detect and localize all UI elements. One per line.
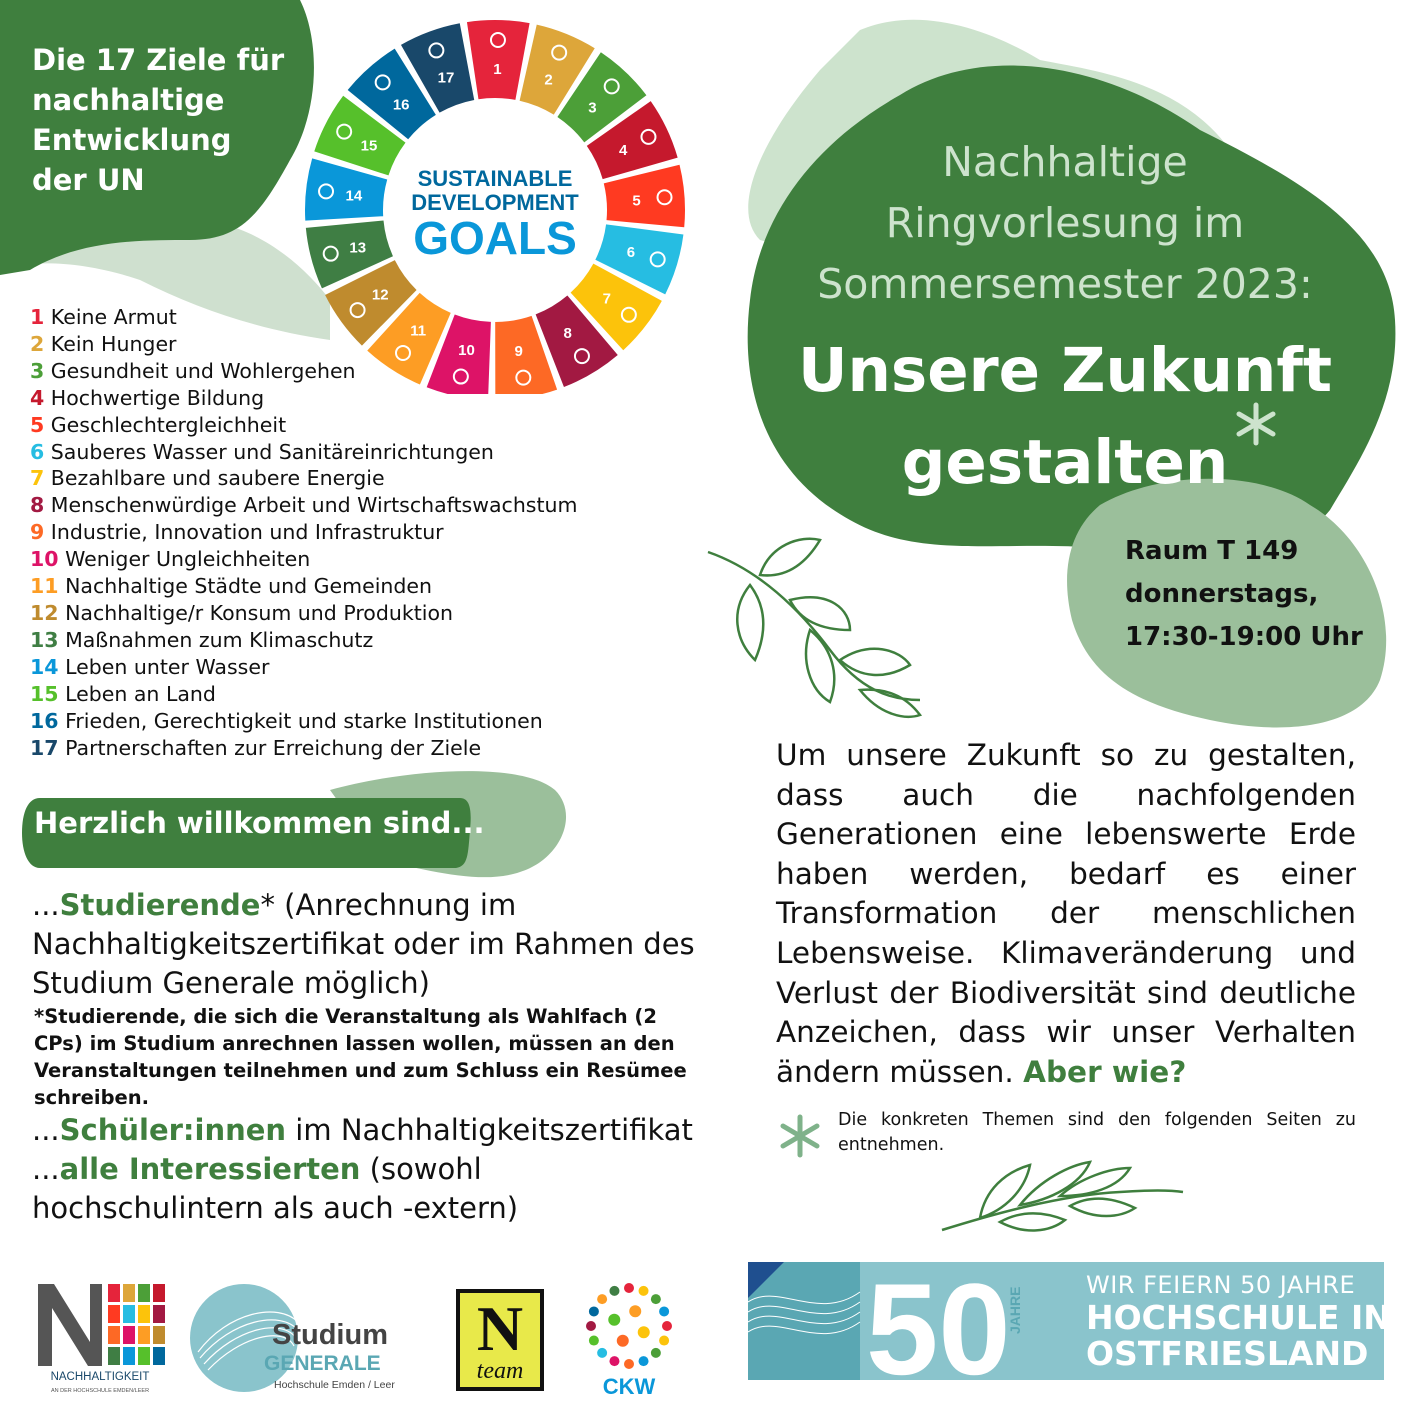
banner-50: 50 bbox=[866, 1262, 1011, 1380]
sdg-goal-item bbox=[30, 304, 670, 331]
ckw-person-icon bbox=[659, 1336, 669, 1346]
audience-pupils bbox=[32, 1111, 712, 1150]
sdg-goal-list bbox=[30, 304, 670, 761]
ckw-person-icon bbox=[651, 1348, 661, 1358]
sdg-goal-number: 10 bbox=[30, 547, 59, 572]
sdg-goal-label: Gesundheit und Wohlergehen bbox=[50, 358, 356, 383]
sdg-goal-label: Partnerschaften zur Erreichung der Ziele bbox=[65, 735, 482, 760]
logo-grid-cell bbox=[108, 1284, 120, 1302]
sdg-goal-label: Kein Hunger bbox=[50, 331, 177, 356]
nteam-n: N bbox=[476, 1293, 524, 1364]
welcome-heading: Herzlich willkommen sind... bbox=[34, 806, 485, 840]
sdg-goal-label: Maßnahmen zum Klimaschutz bbox=[65, 627, 374, 652]
pupils-rest: im Nachhaltigkeitszertifikat bbox=[286, 1113, 693, 1147]
branch-illustration-1 bbox=[708, 539, 920, 717]
students-highlight: Studierende bbox=[59, 888, 261, 922]
audience-students bbox=[32, 886, 712, 1003]
sdg-goal-number: 14 bbox=[30, 654, 59, 679]
sdg-goal-item bbox=[30, 465, 670, 492]
sdg-wheel-number: 6 bbox=[626, 244, 636, 262]
sdg-goal-item bbox=[30, 331, 670, 361]
sdg-goal-label: Frieden, Gerechtigkeit und starke Institutionen bbox=[65, 708, 543, 733]
logo-grid-cell bbox=[123, 1326, 135, 1344]
body-text: Um unsere Zukunft so zu gestalten, dass auch die nachfolgenden Generationen eine lebenswerte Erde haben werden, bedarf es einer Transformation der menschlichen Lebensweise. Klimaveränderung und Verlust der Biodiversität sind deutliche Anzeichen, dass wir unser Verhalten ändern müssen. bbox=[776, 738, 1356, 1089]
logo-grid-cell bbox=[138, 1305, 150, 1323]
banner-main1: HOCHSCHULE IN bbox=[1086, 1298, 1391, 1337]
body-highlight: Aber wie? bbox=[1023, 1054, 1187, 1089]
sdg-goal-item bbox=[30, 439, 670, 466]
ckw-person-icon bbox=[639, 1356, 649, 1366]
ckw-person-icon bbox=[624, 1283, 634, 1293]
sdg-goal-number: 8 bbox=[30, 493, 45, 518]
ckw-person-icon bbox=[597, 1348, 607, 1358]
all-highlight: alle Interessierten bbox=[59, 1152, 361, 1186]
nachhaltigkeit-logo bbox=[30, 1280, 170, 1398]
sdg-goal-label: Industrie, Innovation und Infrastruktur bbox=[50, 520, 444, 545]
ckw-person-icon bbox=[651, 1294, 661, 1304]
ckw-person-icon bbox=[608, 1314, 620, 1326]
sdg-goal-item bbox=[30, 492, 670, 519]
left-heading: Die 17 Ziele für nachhaltige Entwicklung der UN bbox=[32, 43, 285, 197]
sdg-goal-label: Leben an Land bbox=[65, 681, 216, 706]
footnote: Die konkreten Themen sind den folgenden Seiten zu entnehmen. bbox=[838, 1110, 1356, 1155]
generale-word: GENERALE bbox=[264, 1352, 381, 1375]
asterisk-footnote bbox=[783, 1117, 817, 1155]
sdg-wheel-number: 17 bbox=[437, 69, 455, 87]
audience-all bbox=[32, 1150, 712, 1228]
all-prefix: ... bbox=[32, 1152, 60, 1186]
logo-grid-cell bbox=[108, 1305, 120, 1323]
sdg-wheel-segment bbox=[467, 20, 530, 100]
logo-grid-cell bbox=[153, 1326, 165, 1344]
sdg-goal-label: Leben unter Wasser bbox=[65, 654, 270, 679]
sdg-goal-item bbox=[30, 735, 670, 762]
sdg-goal-item bbox=[30, 573, 670, 600]
title-line3: Sommersemester 2023: bbox=[817, 260, 1313, 308]
ckw-person-icon bbox=[586, 1321, 596, 1331]
pupils-prefix: ... bbox=[32, 1113, 60, 1147]
sdg-goal-label: Nachhaltige Städte und Gemeinden bbox=[65, 574, 433, 599]
banner-text bbox=[1086, 1270, 1391, 1372]
logo-grid-cell bbox=[153, 1305, 165, 1323]
sdg-goal-item bbox=[30, 600, 670, 627]
sdg-goal-number: 17 bbox=[30, 735, 59, 760]
ckw-person-icon bbox=[659, 1306, 669, 1316]
sdg-wheel-number: 8 bbox=[563, 325, 572, 343]
all-rest: (sowohl hochschulintern als auch -extern) bbox=[32, 1152, 519, 1225]
sdg-goal-label: Weniger Ungleichheiten bbox=[65, 547, 311, 572]
title-light-block bbox=[770, 132, 1360, 315]
ckw-person-icon bbox=[639, 1286, 649, 1296]
event-info bbox=[1125, 530, 1363, 659]
banner-graphic bbox=[748, 1262, 1078, 1380]
sdg-wheel-number: 16 bbox=[392, 96, 410, 114]
sdg-goal-number: 9 bbox=[30, 520, 45, 545]
sdg-wheel-number: 3 bbox=[588, 99, 597, 117]
banner-jahre: JAHRE bbox=[1007, 1286, 1023, 1334]
studium-generale-logo bbox=[188, 1282, 428, 1394]
sdg-wheel-number: 5 bbox=[632, 192, 641, 210]
sdg-goal-item bbox=[30, 627, 670, 654]
title-bold2: gestalten bbox=[901, 427, 1229, 498]
sdg-goal-label: Hochwertige Bildung bbox=[50, 385, 265, 410]
ckw-person-icon bbox=[597, 1294, 607, 1304]
sdg-goal-item bbox=[30, 681, 670, 708]
sdg-goal-label: Nachhaltige/r Konsum und Produktion bbox=[65, 600, 453, 625]
ckw-person-icon bbox=[629, 1305, 641, 1317]
ckw-label: CKW bbox=[602, 1374, 656, 1399]
sdg-goal-label: Keine Armut bbox=[50, 305, 177, 329]
logo-grid-cell bbox=[153, 1284, 165, 1302]
title-line2: Ringvorlesung im bbox=[885, 199, 1245, 247]
sdg-goal-number: 13 bbox=[30, 627, 59, 652]
sdg-wheel-number: 13 bbox=[349, 239, 367, 257]
event-time: 17:30-19:00 Uhr bbox=[1125, 622, 1363, 652]
sdg-goal-label: Menschenwürdige Arbeit und Wirtschaftswachstum bbox=[50, 493, 578, 518]
sdg-line3: GOALS bbox=[413, 212, 577, 264]
title-bold1: Unsere Zukunft bbox=[797, 335, 1333, 406]
sdg-goal-number: 2 bbox=[30, 331, 45, 356]
sdg-goal-number: 1 bbox=[30, 305, 45, 329]
students-note: *Studierende, die sich die Veranstaltung als Wahlfach (2 CPs) im Studium anrechnen lassen wollen, müssen an den Veranstaltungen teilnehmen und zum Schluss ein Resümee schreiben. bbox=[34, 1005, 687, 1109]
sdg-goal-item bbox=[30, 412, 670, 439]
ckw-person-icon bbox=[638, 1326, 650, 1338]
sdg-goal-number: 6 bbox=[30, 439, 45, 464]
ckw-person-icon bbox=[624, 1359, 634, 1369]
ckw-person-icon bbox=[609, 1356, 619, 1366]
ckw-person-icon bbox=[589, 1306, 599, 1316]
logo-grid-cell bbox=[123, 1305, 135, 1323]
sdg-goal-item bbox=[30, 546, 670, 573]
ckw-person-icon bbox=[617, 1335, 629, 1347]
sdg-goal-item bbox=[30, 519, 670, 546]
banner-main2: OSTFRIESLAND bbox=[1086, 1334, 1369, 1373]
nteam-logo bbox=[455, 1288, 545, 1392]
nachhaltigkeit-sub: AN DER HOCHSCHULE EMDEN/LEER bbox=[50, 1388, 150, 1394]
sdg-line2: DEVELOPMENT bbox=[411, 190, 579, 215]
sdg-wheel-number: 12 bbox=[371, 286, 389, 304]
sdg-goal-number: 16 bbox=[30, 708, 59, 733]
ckw-person-icon bbox=[589, 1336, 599, 1346]
sdg-goal-item bbox=[30, 708, 670, 735]
nachhaltigkeit-label: NACHHALTIGKEIT bbox=[50, 1371, 150, 1383]
logo-grid-cell bbox=[138, 1284, 150, 1302]
sdg-goal-label: Bezahlbare und saubere Energie bbox=[50, 466, 385, 491]
sdg-goal-number: 11 bbox=[30, 574, 59, 599]
sdg-wheel-number: 15 bbox=[360, 137, 378, 155]
sdg-wheel-number: 1 bbox=[493, 61, 502, 79]
banner-sub: WIR FEIERN 50 JAHRE bbox=[1086, 1271, 1356, 1299]
sdg-wheel-number: 9 bbox=[514, 343, 523, 361]
sdg-goal-label: Geschlechtergleichheit bbox=[50, 412, 287, 437]
studium-sub: Hochschule Emden / Leer bbox=[274, 1379, 395, 1391]
logo-grid-cell bbox=[138, 1347, 150, 1365]
sdg-goal-item bbox=[30, 385, 670, 412]
ckw-people-circle bbox=[586, 1283, 672, 1369]
sdg-wheel-number: 7 bbox=[602, 290, 611, 308]
title-bold-block bbox=[770, 325, 1360, 509]
sdg-goal-number: 5 bbox=[30, 412, 45, 437]
sdg-wheel-number: 4 bbox=[619, 141, 628, 159]
sdg-wheel-number: 14 bbox=[345, 187, 363, 205]
title-line1: Nachhaltige bbox=[942, 138, 1188, 186]
ckw-logo bbox=[578, 1276, 680, 1400]
sdg-goal-item bbox=[30, 654, 670, 681]
sdg-goal-label: Sauberes Wasser und Sanitäreinrichtungen bbox=[50, 439, 494, 464]
sdg-wheel-number: 2 bbox=[544, 71, 553, 89]
pupils-highlight: Schüler:innen bbox=[59, 1113, 287, 1147]
sdg-goal-number: 4 bbox=[30, 385, 45, 410]
students-prefix: ... bbox=[32, 888, 60, 922]
body-paragraph bbox=[776, 736, 1356, 1092]
ckw-person-icon bbox=[662, 1321, 672, 1331]
branch-illustration-2 bbox=[942, 1162, 1183, 1230]
logo-grid-cell bbox=[108, 1347, 120, 1365]
nteam-team: team bbox=[476, 1358, 524, 1384]
sdg-goal-item bbox=[30, 358, 670, 385]
sdg-goal-number: 12 bbox=[30, 600, 59, 625]
studium-word: Studium bbox=[272, 1319, 388, 1351]
logo-n-letter bbox=[38, 1284, 102, 1366]
logo-grid-cell bbox=[138, 1326, 150, 1344]
sdg-line1: SUSTAINABLE bbox=[417, 166, 573, 191]
logo-grid-cell bbox=[123, 1284, 135, 1302]
sdg-wheel-number: 11 bbox=[410, 322, 427, 340]
students-rest: * (Anrechnung im Nachhaltigkeitszertifikat oder im Rahmen des Studium Generale möglich) bbox=[32, 888, 695, 1000]
ckw-person-icon bbox=[609, 1286, 619, 1296]
logo-grid-cell bbox=[153, 1347, 165, 1365]
logo-grid-cell bbox=[108, 1326, 120, 1344]
sdg-wheel-number: 10 bbox=[458, 342, 475, 360]
event-day: donnerstags, bbox=[1125, 579, 1319, 609]
event-room: Raum T 149 bbox=[1125, 536, 1299, 566]
sdg-goal-number: 3 bbox=[30, 358, 45, 383]
logo-color-grid bbox=[108, 1284, 165, 1365]
logo-grid-cell bbox=[123, 1347, 135, 1365]
sdg-goal-number: 7 bbox=[30, 466, 45, 491]
sdg-goal-number: 15 bbox=[30, 681, 59, 706]
audience-section bbox=[32, 886, 712, 1228]
